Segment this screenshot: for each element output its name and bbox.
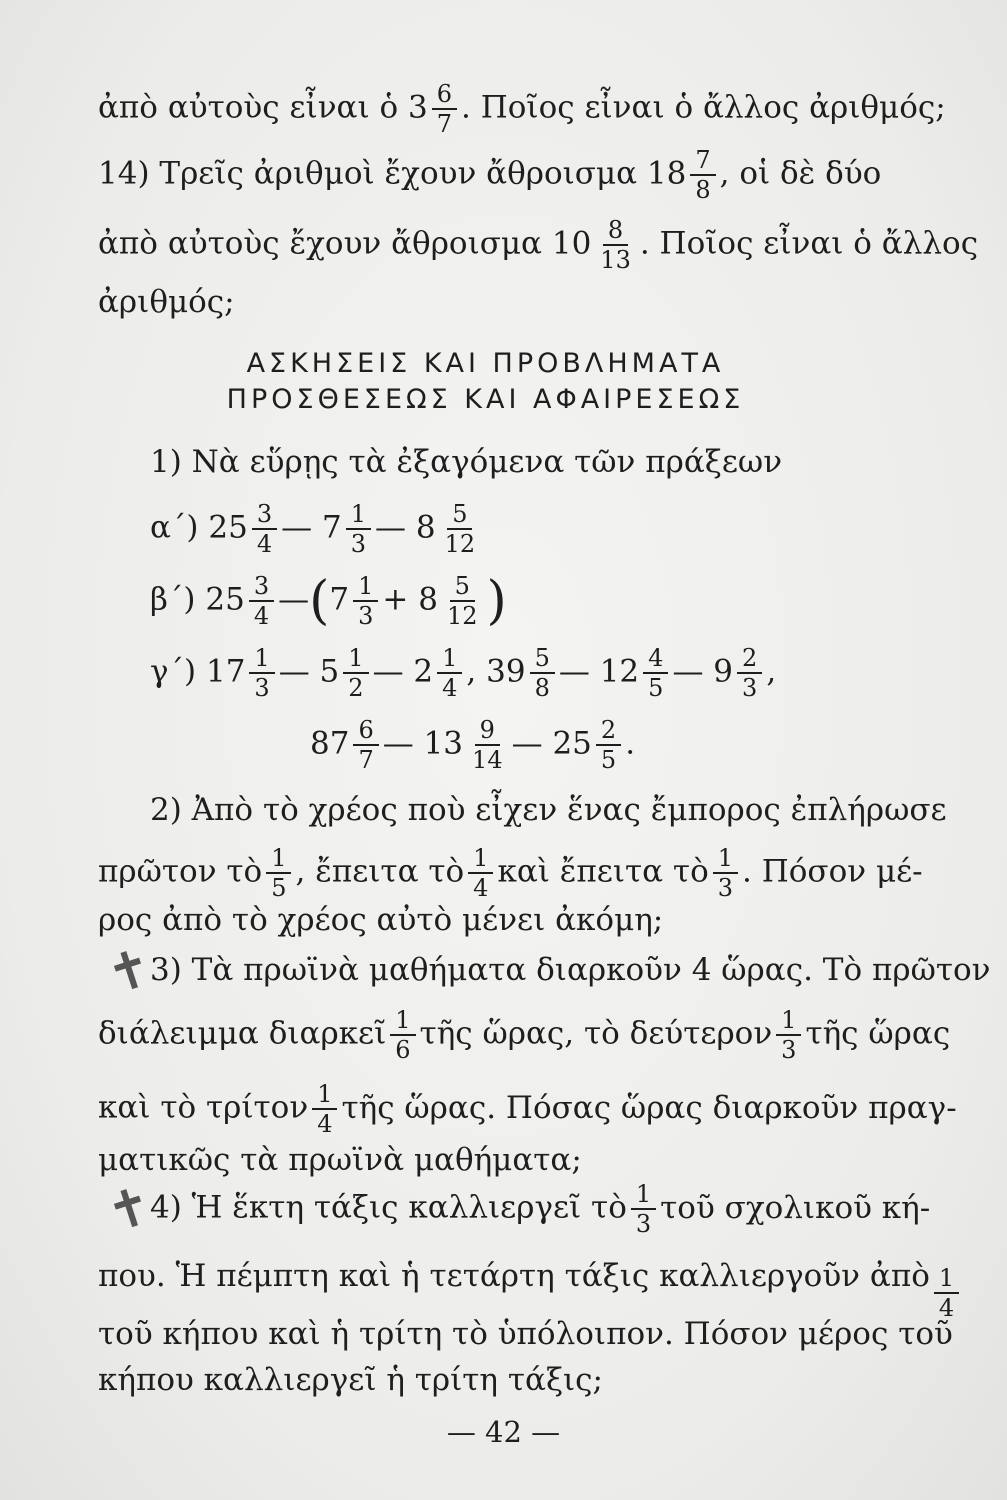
- text-segment: [464, 846, 709, 900]
- text: καὶ τὸ τρίτον: [98, 1089, 309, 1126]
- text: .: [625, 725, 636, 762]
- pencil-mark-icon: ✝: [99, 1174, 160, 1246]
- numerator: 6: [432, 82, 457, 110]
- text: — 25: [511, 725, 592, 762]
- numerator: 1: [468, 846, 493, 874]
- text-segment: [709, 846, 923, 900]
- fraction: [713, 846, 738, 900]
- denominator: 12: [444, 530, 476, 558]
- numerator: 1: [390, 1008, 415, 1036]
- fraction: [437, 646, 462, 700]
- numerator: 1: [266, 846, 291, 874]
- text-segment: [98, 1008, 772, 1062]
- text-segment: [772, 1008, 950, 1062]
- denominator: 3: [350, 530, 366, 558]
- text: . Ποῖος εἶναι ὁ ἄλλος: [639, 225, 979, 262]
- numerator: 6: [353, 718, 378, 746]
- exercise-2-line-1: 2) Ἀπὸ τὸ χρέος ποὺ εἶχεν ἕνας ἔμπορος ἐπλήρωσε: [150, 792, 947, 828]
- text: + 8: [382, 581, 438, 618]
- numerator: 7: [690, 148, 715, 176]
- fraction: [934, 1266, 959, 1320]
- fraction: [468, 846, 493, 900]
- text: β΄) 25: [150, 581, 245, 618]
- text: — 8: [374, 509, 436, 546]
- exercise-1-intro: 1) Νὰ εὕρῃς τὰ ἐξαγόμενα τῶν πράξεων: [150, 444, 783, 480]
- numerator: 1: [346, 502, 371, 530]
- text: που. Ἡ πέμπτη καὶ ἡ τετάρτη τάξις καλλιεργοῦν ἀπὸ: [98, 1258, 930, 1294]
- denominator: 12: [446, 602, 478, 630]
- denominator: 6: [395, 1036, 411, 1064]
- fraction: [266, 846, 291, 900]
- text: τῆς ὥρας. Πόσας ὥρας διαρκοῦν πραγ-: [341, 1089, 957, 1126]
- text-segment: [150, 1182, 660, 1236]
- denominator: 5: [271, 874, 287, 902]
- fraction: [249, 574, 274, 628]
- fraction: [249, 646, 274, 700]
- exercise-4-line-3: τοῦ κήπου καὶ ἡ τρίτη τὸ ὑπόλοιπον. Πόσον μέρος τοῦ: [98, 1316, 953, 1352]
- fraction: [312, 1082, 337, 1136]
- text-segment: [98, 1082, 341, 1136]
- numerator: 5: [530, 646, 555, 674]
- numerator: 1: [353, 574, 378, 602]
- fraction: [776, 1008, 801, 1062]
- text: . Πόσον μέ-: [742, 853, 923, 890]
- numerator: 9: [475, 718, 500, 746]
- text: , 39: [466, 653, 526, 690]
- text: —: [278, 581, 310, 618]
- page-number: — 42 —: [446, 1415, 561, 1449]
- exercise-2-line-2: [98, 844, 923, 902]
- text: πρῶτον τὸ: [98, 853, 263, 890]
- text: — 5: [278, 653, 340, 690]
- denominator: 7: [436, 110, 453, 138]
- denominator: 4: [317, 1110, 333, 1138]
- denominator: 14: [472, 746, 503, 774]
- exercise-1b: [150, 571, 925, 631]
- denominator: 3: [635, 1210, 652, 1238]
- fraction: [440, 502, 481, 556]
- fraction: [467, 718, 508, 772]
- denominator: 8: [534, 674, 550, 702]
- fraction: [353, 574, 378, 628]
- text-line-1: [98, 80, 946, 138]
- text: 7: [329, 581, 350, 618]
- right-paren: ): [486, 571, 507, 631]
- text: τῆς ὥρας: [805, 1015, 951, 1052]
- denominator: 4: [253, 602, 270, 630]
- section-heading-line-2: ΠΡΟΣΘΕΣΕΩΣ ΚΑΙ ΑΦΑΙΡΕΣΕΩΣ: [226, 384, 745, 415]
- left-paren: (: [309, 571, 330, 631]
- text: ἀπὸ αὐτοὺς εἶναι ὁ 3: [98, 89, 428, 126]
- exercise-2-line-3: ρος ἀπὸ τὸ χρέος αὐτὸ μένει ἀκόμη;: [98, 902, 664, 938]
- text: , ἔπειτα τὸ: [295, 853, 465, 890]
- text: τῆς ὥρας, τὸ δεύτερον: [419, 1015, 773, 1052]
- denominator: 4: [256, 530, 273, 558]
- text: — 13: [382, 725, 464, 762]
- text: — 7: [281, 509, 342, 546]
- denominator: 4: [473, 874, 489, 902]
- text-line-2: [98, 146, 882, 204]
- text-segment: [98, 846, 464, 900]
- exercise-1a: [150, 502, 925, 556]
- denominator: 3: [781, 1036, 797, 1064]
- fraction: [442, 574, 483, 628]
- text: — 9: [672, 653, 734, 690]
- fraction: [737, 646, 762, 700]
- numerator: 1: [713, 846, 738, 874]
- fraction: [353, 718, 378, 772]
- numerator: 1: [776, 1008, 801, 1036]
- text: καὶ ἔπειτα τὸ: [497, 853, 709, 890]
- numerator: 4: [643, 646, 668, 674]
- text: διάλειμμα διαρκεῖ: [98, 1015, 387, 1052]
- fraction: [530, 646, 555, 700]
- denominator: 13: [600, 246, 631, 274]
- text-segment: [98, 148, 881, 202]
- exercise-4-line-4: κήπου καλλιεργεῖ ἡ τρίτη τάξις;: [98, 1362, 603, 1398]
- denominator: 4: [442, 674, 458, 702]
- fraction: [631, 1182, 656, 1236]
- numerator: 1: [934, 1266, 959, 1294]
- numerator: 1: [312, 1082, 337, 1110]
- text: — 12: [558, 653, 640, 690]
- text: 14) Τρεῖς ἀριθμοὶ ἔχουν ἄθροισμα 18: [98, 155, 687, 192]
- fraction: [596, 718, 621, 772]
- numerator: 1: [631, 1182, 656, 1210]
- exercise-1d: [310, 718, 1007, 772]
- fraction: [343, 646, 368, 700]
- exercise-3-line-2: [98, 1006, 951, 1064]
- exercise-3-line-3: [98, 1080, 957, 1138]
- exercise-3-line-4: ματικῶς τὰ πρωϊνὰ μαθήματα;: [98, 1142, 582, 1178]
- text: 4) Ἡ ἕκτη τάξις καλλιεργεῖ τὸ: [150, 1189, 627, 1226]
- fraction: [390, 1008, 415, 1062]
- numerator: 2: [596, 718, 621, 746]
- text: τοῦ σχολικοῦ κή-: [660, 1189, 931, 1226]
- denominator: 2: [348, 674, 364, 702]
- numerator: 2: [737, 646, 762, 674]
- exercise-3-line-1: 3) Τὰ πρωϊνὰ μαθήματα διαρκοῦν 4 ὥρας. Τὸ πρῶτον: [150, 952, 991, 988]
- pencil-mark-icon: ✝: [99, 936, 160, 1008]
- denominator: 3: [358, 602, 374, 630]
- numerator: 1: [249, 646, 274, 674]
- fraction: [690, 148, 715, 202]
- fraction: [346, 502, 371, 556]
- numerator: 5: [450, 574, 475, 602]
- denominator: 3: [742, 674, 758, 702]
- numerator: 8: [603, 218, 628, 246]
- exercise-1c: [150, 646, 925, 700]
- fraction: [432, 82, 457, 136]
- denominator: 7: [358, 746, 374, 774]
- exercise-4-line-2: [98, 1256, 955, 1322]
- text: , οἱ δὲ δύο: [719, 155, 882, 192]
- fraction: [595, 218, 636, 272]
- numerator: 3: [252, 502, 277, 530]
- text-line-3: [98, 216, 979, 274]
- denominator: 3: [717, 874, 734, 902]
- exercise-4-line-1: [150, 1180, 931, 1238]
- text-line-4: ἀριθμός;: [98, 284, 235, 320]
- numerator: 3: [249, 574, 274, 602]
- text: ,: [766, 653, 777, 690]
- denominator: 3: [254, 674, 270, 702]
- text: . Ποῖος εἶναι ὁ ἄλλος ἀριθμός;: [461, 89, 946, 126]
- numerator: 1: [437, 646, 462, 674]
- denominator: 8: [695, 176, 711, 204]
- text: α΄) 25: [150, 509, 248, 546]
- numerator: 1: [343, 646, 368, 674]
- fraction: [643, 646, 668, 700]
- numerator: 5: [447, 502, 472, 530]
- text: ἀπὸ αὐτοὺς ἔχουν ἄθροισμα 10: [98, 225, 592, 262]
- text: 87: [310, 725, 350, 762]
- section-heading-line-1: ΑΣΚΗΣΕΙΣ ΚΑΙ ΠΡΟΒΛΗΜΑΤΑ: [246, 348, 725, 379]
- denominator: 5: [648, 674, 664, 702]
- denominator: 5: [600, 746, 617, 774]
- text: γ΄) 17: [150, 653, 246, 690]
- text: — 2: [372, 653, 434, 690]
- fraction: [252, 502, 277, 556]
- denominator: 4: [938, 1294, 955, 1322]
